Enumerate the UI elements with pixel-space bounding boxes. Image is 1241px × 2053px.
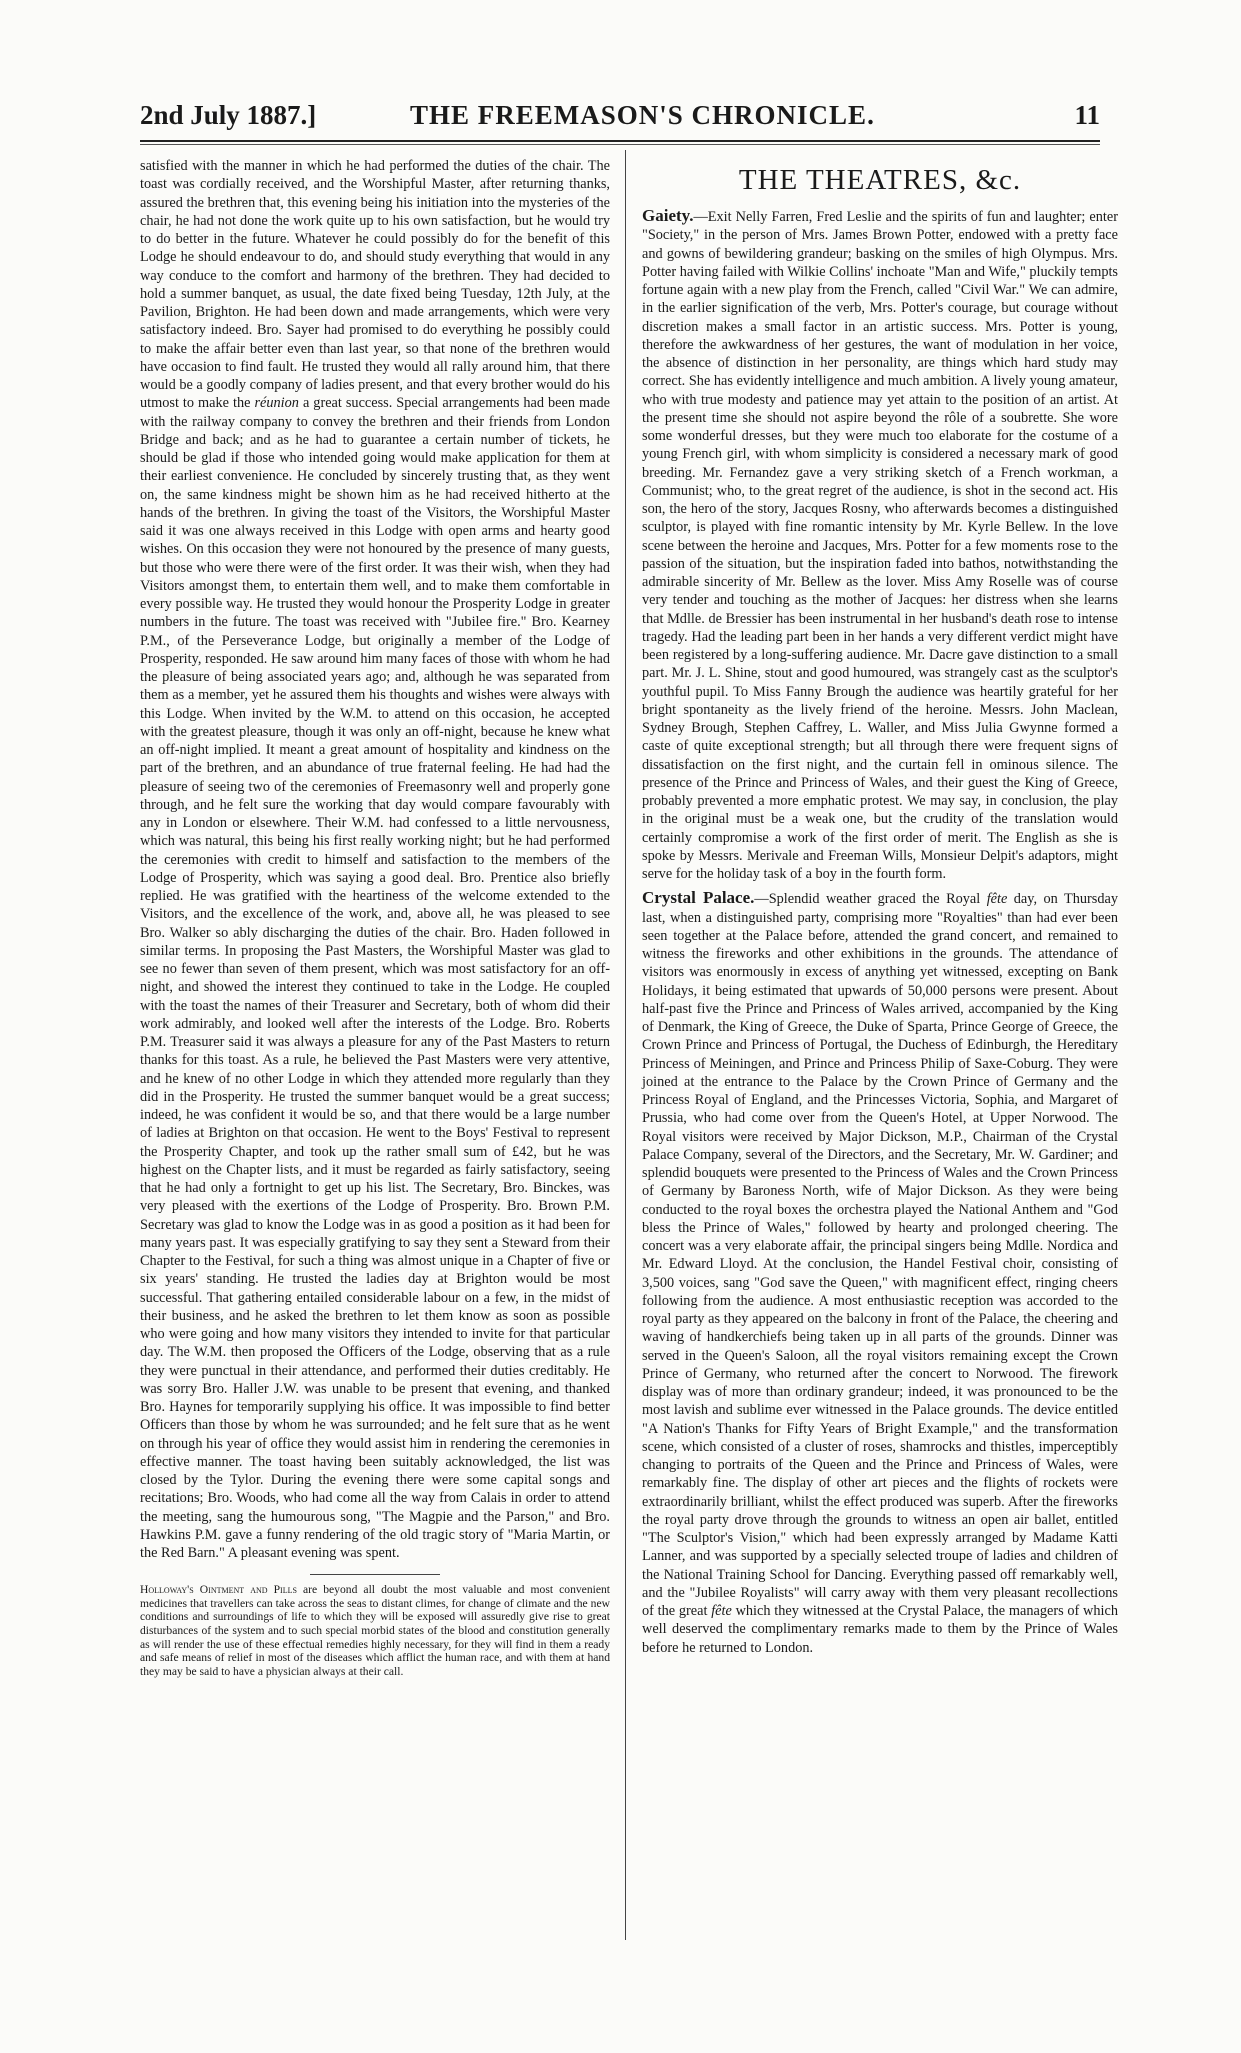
page-header	[140, 100, 1100, 140]
fete-word: fête	[986, 891, 1008, 908]
fete-word-2: fête	[711, 1603, 732, 1619]
gaiety-review	[642, 207, 1118, 883]
gaiety-heading: Gaiety.	[642, 206, 694, 225]
crystal-palace-review	[642, 889, 1118, 1657]
section-title: THE THEATRES, &c.	[738, 164, 1022, 196]
column-divider	[625, 150, 626, 1940]
holloway-advert	[140, 1583, 610, 1678]
advert-divider	[310, 1574, 440, 1575]
lodge-report-text-2: a great success. Special arrangements had been made with the railway company to convey the brethren and their friends from London Bridge and back; and as he had to guarantee a certain number of tickets, he should be glad if those who intended going would make application for them at their earliest convenience. He concluded by sincerely trusting that, as they went on, the same kindness might be shown him as he had received hitherto at the hands of the brethren. In giving the toast of the Visitors, the Worshipful Master said it was one always received in this Lodge with open arms and hearty good wishes. On this occasion they were not honoured by the presence of many guests, but those who were there were of the first order. It was their wish, when they had Visitors amongst them, to entertain them well, and to make them comfortable in every possible way. He trusted they would honour the Prosperity Lodge in greater numbers in the future. The toast was received with "Jubilee fire." Bro. Kearney P.M., of the Perseverance Lodge, but originally a member of the Lodge of Prosperity, responded. He saw around him many faces of those with whom he had the pleasure of being associated years ago; and, although he was separated from them as a member, yet he assured them his thoughts and wishes were always with this Lodge. When invited by the W.M. to attend on this occasion, he accepted with the greatest pleasure, though it was only an off-night, because he knew what an off-night implied. It meant a great amount of hospitality and kindness on the part of the brethren, and an abundance of true fraternal feeling. He had had the pleasure of seeing two of the ceremonies of Freemasonry well and properly gone through, and he felt sure the working that day would compare favourably with any in London or elsewhere. Their W.M. had confessed to a little nervousness, which was natural, this being his first really working night; but he had performed the ceremonies with credit to himself and satisfaction to the members of the Lodge of Prosperity, which was saying a good deal. Bro. Prentice also briefly replied. He was gratified with the heartiness of the welcome extended to the Visitors, and the excellence of the work, and, above all, he was pleased to see Bro. Walker so ably discharging the duties of the chair. Bro. Haden followed in similar terms. In proposing the Past Masters, the Worshipful Master was glad to see no fewer than seven of them present, which was most satisfactory for an off-night, and showed the interest they continued to take in the Lodge. He coupled with the toast the names of their Treasurer and Secretary, both of whom did their work admirably, and looked well after the interests of the Lodge. Bro. Roberts P.M. Treasurer said it was always a pleasure for any of the Past Masters to return thanks for this toast. As a rule, he believed the Past Masters were very attentive, and he knew of no other Lodge in which they attended more regularly than they did in the Prosperity. He trusted the summer banquet would be a great success; indeed, he was confident it would be so, and that there would be a large number of ladies at Brighton on that occasion. He went to the Boys' Festival to represent the Prosperity Chapter, and took up the rather small sum of £42, but he was highest on the Chapter lists, and it must be regarded as fairly satisfactory, seeing that he had only a fortnight to get up his list. The Secretary, Bro. Binckes, was very pleased with the exertions of the Lodge of Prosperity. Bro. Brown P.M. Secretary was glad to know the Lodge was in as good a position as it had been for many years past. It was especially gratifying to say they sent a Steward from their Chapter to the Festival, for such a thing was almost unique in a Chapter of five or six years' standing. He trusted the ladies day at Brighton would be most successful. That gathering entailed considerable labour on a few, in the midst of their business, and he asked the brethren to let them know as soon as possible who were going and how many visitors they intended to invite for that particular day. The W.M. then proposed the Officers of the Lodge, observing that as a rule they were punctual in their attendance, and performed their duties creditably. He was sorry Bro. Haller J.W. was unable to be present that evening, and thanked Bro. Haynes for temporarily supplying his office. It was impossible to find better Officers than those by whom he was surrounded; and he felt sure that as he went on through his year of office they would assist him in rendering the ceremonies in effective manner. The toast having been suitably acknowledged, the list was closed by the Tylor. During the evening there were some capital songs and recitations; Bro. Woods, who had come all the way from Calais in order to attend the meeting, sang the humourous song, "The Magpie and the Parson," and Bro. Hawkins P.M. gave a funny rendering of the old tragic story of "Maria Martin, or the Red Barn." A pleasant evening was spent.	[140, 395, 610, 1561]
page-number: 11	[1074, 100, 1100, 130]
header-rule	[140, 140, 1100, 142]
advert-lead: Holloway's Ointment and Pills	[140, 1583, 297, 1597]
crystal-palace-text-2: day, on Thursday last, when a distinguished party, comprising more "Royalties" than had ever been seen together at the Palace before, attended the grand concert, and remained to witness the fireworks and other exhibitions in the grounds. The attendance of visitors was enormously in excess of anything yet witnessed, excepting on Bank Holidays, it being estimated that upwards of 50,000 persons were present. About half-past five the Prince and Princess of Wales arrived, accompanied by the King of Denmark, the King of Greece, the Duke of Sparta, Prince George of Greece, the Crown Prince and Princess of Portugal, the Duchess of Edinburgh, the Hereditary Princess of Meiningen, and Prince and Princess Philip of Saxe-Coburg. They were joined at the entrance to the Palace by the Crown Prince of Germany and the Princess Royal of England, and the Princesses Victoria, Sophia, and Margaret of Prussia, who had come over from the Queen's Hotel, at Upper Norwood. The Royal visitors were received by Major Dickson, M.P., Chairman of the Crystal Palace Company, several of the Directors, and the Secretary, Mr. W. Gardiner; and splendid bouquets were presented to the Princess of Wales and the Crown Princess of Germany by Baroness North, wife of Major Dickson. As they were being conducted to the royal boxes the orchestra played the National Anthem and "God bless the Prince of Wales," followed by hearty and prolonged cheering. The concert was a very elaborate affair, the principal singers being Mdlle. Nordica and Mr. Edward Lloyd. At the conclusion, the Handel Festival choir, consisting of 3,500 voices, sang "God save the Queen," with magnificent effect, ringing cheers following from the audience. A most enthusiastic reception was accorded to the royal party as they appeared on the balcony in front of the Palace, the cheering and waving of handkerchiefs being taken up in all parts of the grounds. Dinner was served in the Queen's Saloon, all the royal visitors remaining except the Crown Prince of Germany, who returned after the concert to Norwood. The firework display was of more than ordinary grandeur; indeed, it was pronounced to be the most lavish and sublime ever witnessed in the Palace grounds. The device entitled "A Nation's Thanks for Fifty Years of Bright Example," and the transformation scene, which consisted of a cluster of roses, shamrocks and thistles, imperceptibly changing to portraits of the Queen and the Prince and Princess of Wales, were remarkably fine. The display of other art pieces and the flights of rockets were extraordinarily brilliant, whilst the effect produced was superb. After the fireworks the royal party drove through the grounds to witness an open air ballet, entitled "The Sculptor's Vision," which had been expressly arranged by Madame Katti Lanner, and was supported by a specially selected troupe of ladies and children of the National Training School for Dancing. Everything passed off remarkably well, and the "Jubilee Royalists" will carry away with them very pleasant recollections of the great	[642, 891, 1118, 1619]
gaiety-text: —Exit Nelly Farren, Fred Leslie and the spirits of fun and laughter; enter "Society," in the person of Mrs. James Brown Potter, endowed with a pretty face and gowns of bewildering grandeur; basking on the smiles of high Olympus. Mrs. Potter having failed with Wilkie Collins' inchoate "Man and Wife," pluckily tempts fortune again with a new play from the French, called "Civil War." We can admire, in the earlier signification of the verb, Mrs. Potter's courage, but courage without discretion makes a small factor in an artistic success. Mrs. Potter is young, therefore the awkwardness of her gestures, the want of modulation in her voice, the absence of distinction in her personality, are things which hard study may correct. She has evidently intelligence and much ambition. A lively young amateur, who with true modesty and patience may yet attain to the position of an artist. At the present time she should not aspire beyond the rôle of a soubrette. She wore some wonderful dresses, but they were much too elaborate for the costume of a young French girl, with whom simplicity is considered a necessary mark of good breeding. Mr. Fernandez gave a very striking sketch of a French workman, a Communist; who, to the great regret of the audience, is shot in the second act. His son, the hero of the story, Jacques Rosny, who afterwards becomes a distinguished sculptor, is played with fine romantic intensity by Mr. Kyrle Bellew. In the love scene between the heroine and Jacques, Mrs. Potter for a few moments rose to the passion of the situation, but the inspiration faded into bathos, notwithstanding the admirable sincerity of Mr. Bellew as the lover. Miss Amy Roselle was of course very tender and touching as the mother of Jacques: her distress when she learns that Mdlle. de Bressier has been instrumental in her husband's death rose to intense tragedy. Had the leading part been in her hands a very different verdict might have been registered by a long-suffering audience. Mr. Dacre gave distinction to a small part. Mr. J. L. Shine, stout and good humoured, was strangely cast as the sculptor's youthful pupil. To Miss Fanny Brough the audience was heartily grateful for her bright spontaneity as the lively friend of the heroine. Messrs. John Maclean, Sydney Brough, Stephen Caffrey, L. Waller, and Miss Julia Gwynne formed a caste of quite exceptional strength; but all through there were frequent signs of dissatisfaction on the first night, and the curtain fell in ominous silence. The presence of the Prince and Princess of Wales, and their guest the King of Greece, probably prevented a more emphatic protest. We may say, in conclusion, the play in the original must be a weak one, but the crudity of the translation would certainly compromise a work of the first order of merit. The English as she is spoke by Messrs. Merivale and Freeman Wills, Monsieur Delpit's adaptors, might serve for the holiday task of a boy in the fourth form.	[642, 209, 1118, 882]
left-column	[140, 157, 610, 1678]
issue-date: 2nd July 1887.]	[140, 100, 317, 130]
lodge-report-paragraph	[140, 157, 610, 1562]
advert-body: are beyond all doubt the most valuable and most convenient medicines that travellers can take across the seas to distant climes, for change of climate and the new conditions and surroundings of life to which they will be exposed will assuredly give rise to great disturbances of the system and to such special morbid states of the blood and constitution generally as will render the use of these effectual remedies highly necessary, for they will find in them a ready and safe means of relief in most of the diseases which afflict the human race, and with them at hand they may be said to have a physician always at their call.	[140, 1583, 610, 1678]
lodge-report-text-1: satisfied with the manner in which he had performed the duties of the chair. The toast was cordially received, and the Worshipful Master, after returning thanks, assured the brethren that, this evening being his initiation into the mysteries of the chair, he had not done the work quite up to his own satisfaction, but he would try to do better in the future. Whatever he could possibly do for the benefit of this Lodge he should endeavour to do, and should study everything that would in any way conduce to the comfort and harmony of the brethren. They had decided to hold a summer banquet, as usual, the date fixed being Tuesday, 12th July, at the Pavilion, Brighton. He had been down and made arrangements, which were very satisfactory indeed. Bro. Sayer had promised to do everything he possibly could to make the affair better even than last year, so that none of the brethren would have occasion to find fault. He trusted they would all rally around him, that there would be a goodly company of ladies present, and that every brother would do his utmost to make the	[140, 158, 610, 412]
header-rule-thin	[140, 144, 1100, 145]
reunion-word: réunion	[254, 395, 299, 412]
crystal-palace-heading: Crystal Palace.	[642, 888, 755, 908]
right-column	[642, 157, 1118, 1657]
publication-title: THE FREEMASON'S CHRONICLE.	[410, 100, 875, 130]
crystal-palace-text-1: —Splendid weather graced the Royal	[754, 891, 987, 908]
crystal-palace-text-3: which they witnessed at the Crystal Palace, the managers of which well deserved the complimentary remarks made to them by the Prince of Wales before he returned to London.	[642, 1603, 1118, 1656]
